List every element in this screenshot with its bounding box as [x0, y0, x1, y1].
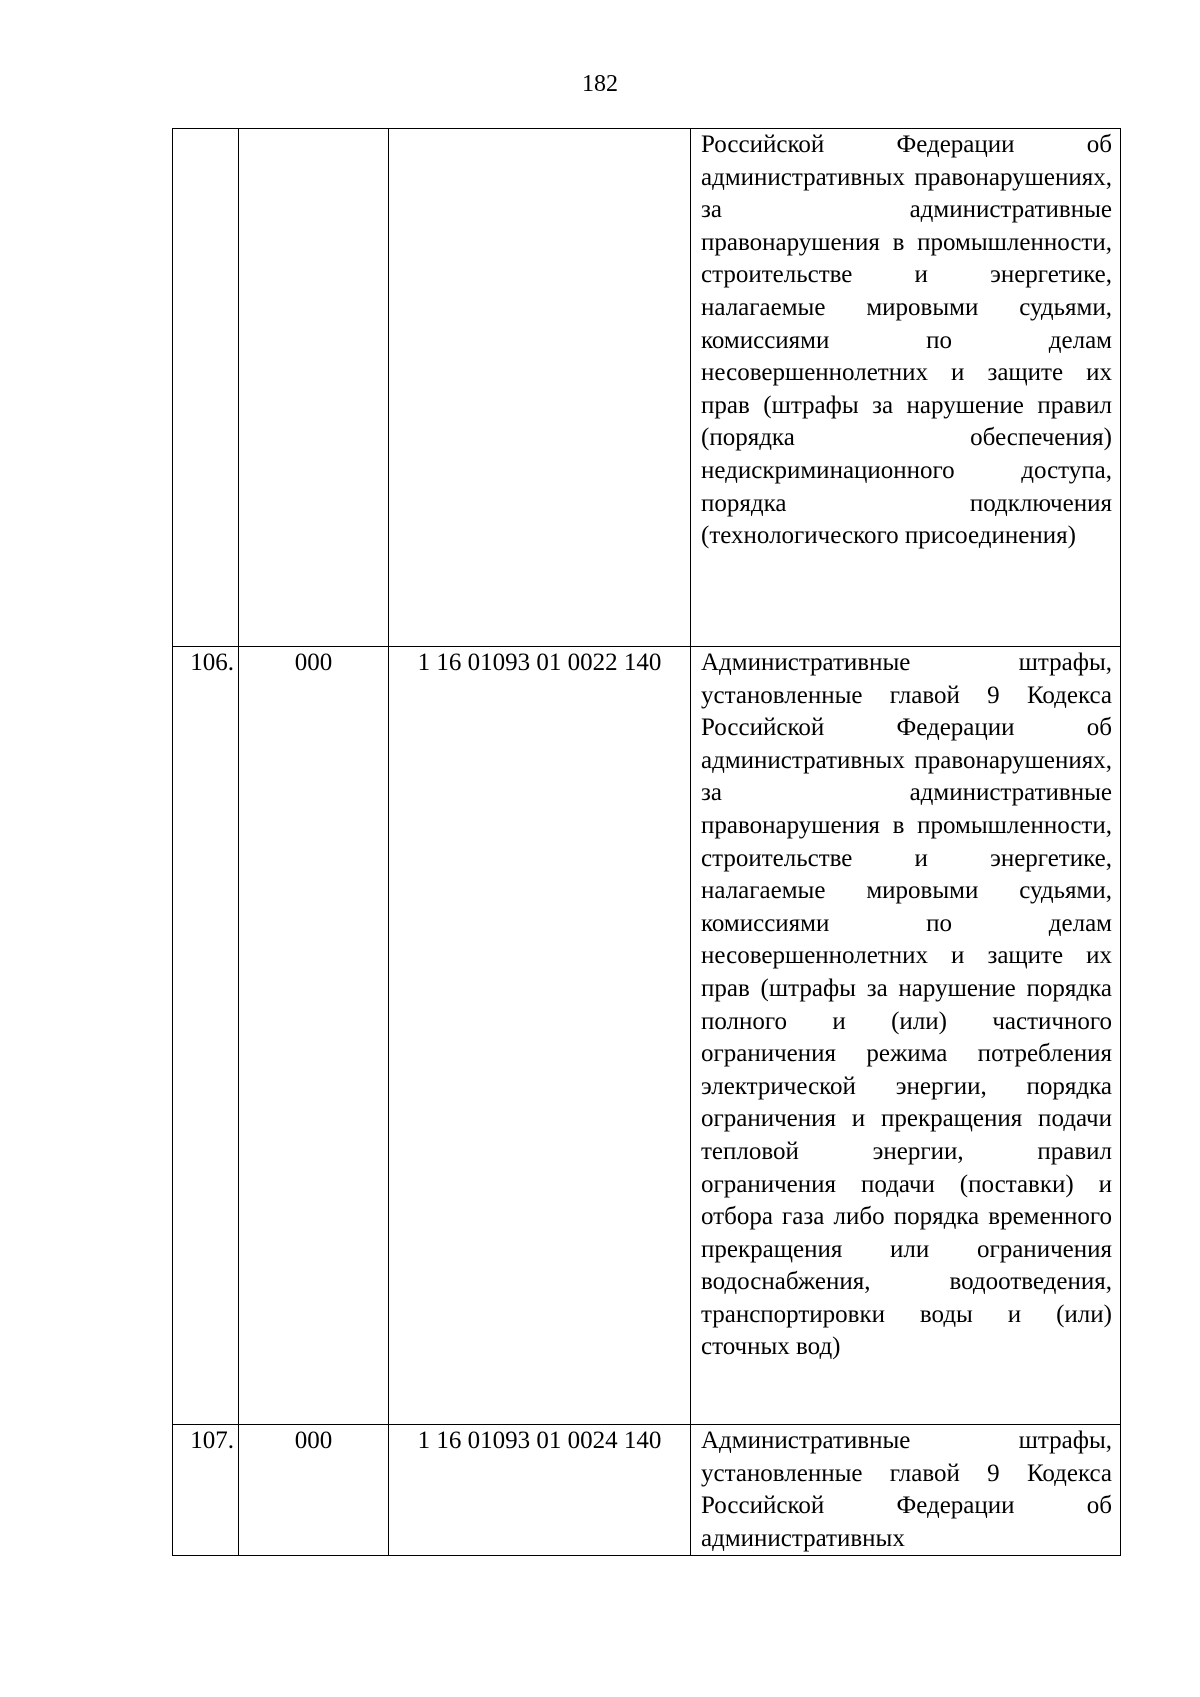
table-row — [173, 129, 1121, 647]
admin-code-cell: 000 — [239, 1425, 389, 1556]
description-cell — [691, 129, 1121, 647]
row-number-cell: 107. — [173, 1425, 239, 1556]
description-cell — [691, 647, 1121, 1425]
row-number-cell — [173, 129, 239, 647]
admin-code-cell — [239, 129, 389, 647]
admin-code-cell: 000 — [239, 647, 389, 1425]
description-cell — [691, 1425, 1121, 1556]
table-row — [173, 1425, 1121, 1556]
table-row — [173, 647, 1121, 1425]
budget-code-cell — [389, 129, 691, 647]
budget-code-cell: 1 16 01093 01 0024 140 — [389, 1425, 691, 1556]
description-text: Административные штрафы, установленные главой 9 Кодекса Российской Федерации об административных — [701, 1427, 1112, 1552]
budget-codes-table — [172, 128, 1121, 1556]
description-text: Российской Федерации об административных правонарушениях, за административные правонарушения в промышленности, строительстве и энергетике, налагаемые мировыми судьями, комиссиями по делам несовершеннолетних и защите их прав (штрафы за нарушение правил (порядка обеспечения) недискриминационного доступа, порядка подключения (технологического присоединения) — [701, 131, 1112, 550]
description-text: Административные штрафы, установленные главой 9 Кодекса Российской Федерации об административных правонарушениях, за административные правонарушения в промышленности, строительстве и энергетике, налагаемые мировыми судьями, комиссиями по делам несовершеннолетних и защите их прав (штрафы за нарушение порядка полного и (или) частичного ограничения режима потребления электрической энергии, порядка ограничения и прекращения подачи тепловой энергии, правил ограничения подачи (поставки) и отбора газа либо порядка временного прекращения или ограничения водоснабжения, водоотведения, транспортировки воды и (или) сточных вод) — [701, 649, 1112, 1361]
budget-code-cell: 1 16 01093 01 0022 140 — [389, 647, 691, 1425]
page-number: 182 — [582, 71, 618, 97]
row-number-cell: 106. — [173, 647, 239, 1425]
